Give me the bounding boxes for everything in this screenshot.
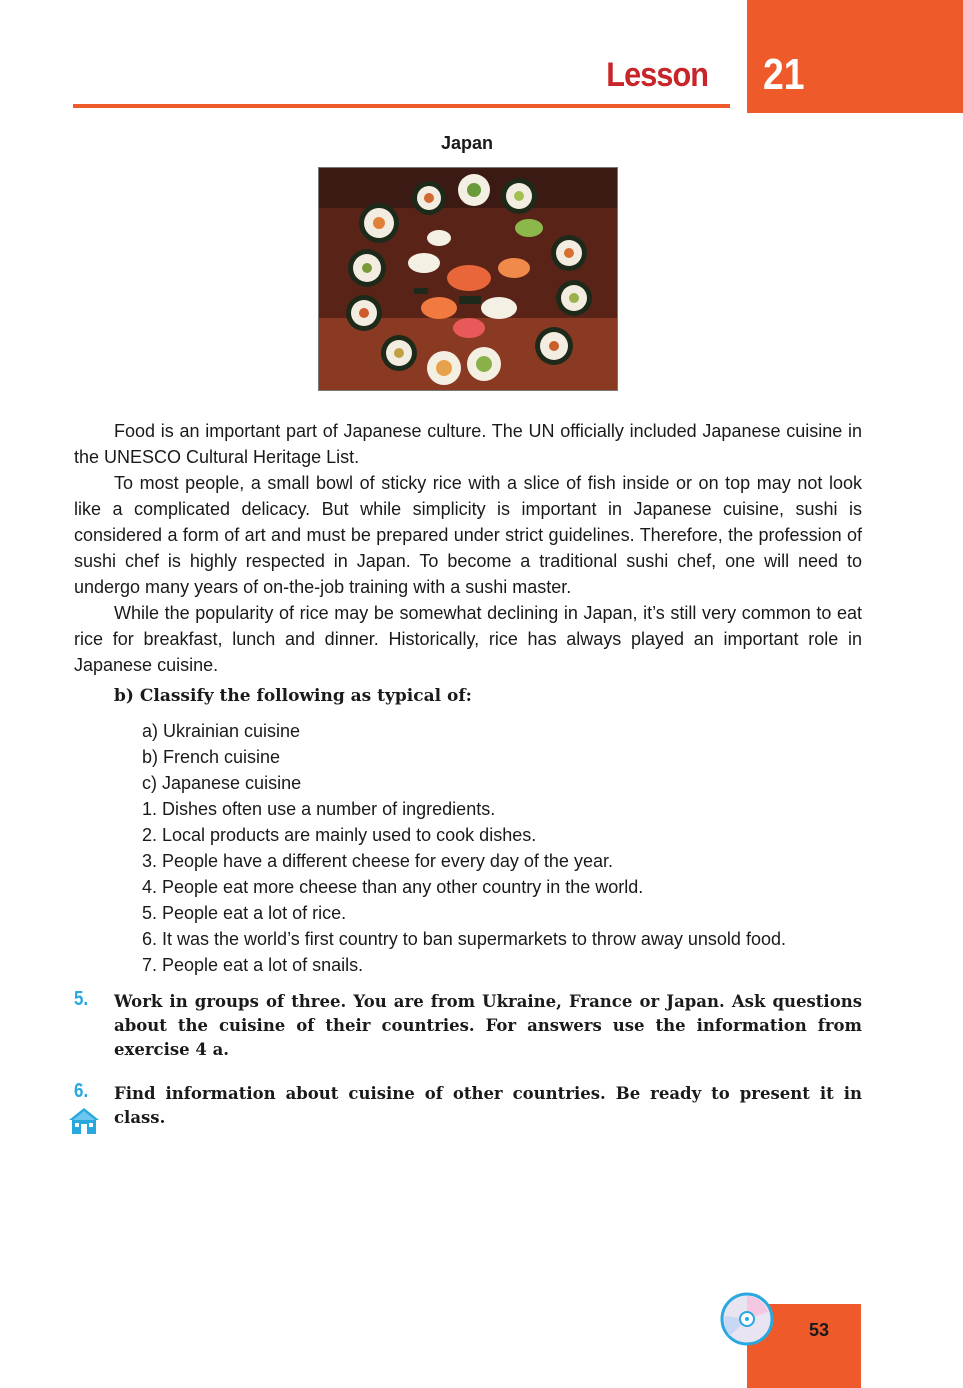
header-divider xyxy=(73,104,730,108)
task-b-title: b) Classify the following as typical of: xyxy=(114,686,472,706)
option-item: b) French cuisine xyxy=(142,747,281,767)
paragraph: Food is an important part of Japanese culture. The UN officially included Japanese cuisine in the UNESCO Cultural Heritage List. xyxy=(74,421,862,467)
lesson-number-box xyxy=(747,0,963,113)
cd-disc-icon xyxy=(720,1292,774,1351)
section-title: Japan xyxy=(440,133,494,153)
statement-item: 5. People eat a lot of rice. xyxy=(142,903,347,923)
exercise-5-number: 5. xyxy=(74,988,89,1010)
lesson-number: 21 xyxy=(763,50,805,99)
statement-item: 3. People have a different cheese for every day of the year. xyxy=(142,851,613,871)
classification-list xyxy=(142,718,882,978)
statement-item: 4. People eat more cheese than any other country in the world. xyxy=(142,877,644,897)
sushi-platter-photo xyxy=(318,167,618,391)
statement-item: 1. Dishes often use a number of ingredients. xyxy=(142,799,496,819)
exercise-5-text: Work in groups of three. You are from Ukraine, France or Japan. Ask questions about the cuisine of their countries. For answers use the information from exercise 4 a. xyxy=(114,992,862,1059)
lesson-label: Lesson xyxy=(606,56,708,94)
paragraph: To most people, a small bowl of sticky rice with a slice of fish inside or on top may not look like a complicated delicacy. But while simplicity is important in Japanese cuisine, sushi is considered a form of art and must be prepared under strict guidelines. Therefore, the profession of sushi chef is highly respected in Japan. To become a traditional sushi chef, one will need to undergo many years of on-the-job training with a sushi master. xyxy=(74,473,862,597)
option-item: c) Japanese cuisine xyxy=(142,773,302,793)
option-item: a) Ukrainian cuisine xyxy=(142,721,301,741)
exercise-6-text: Find information about cuisine of other countries. Be ready to present it in class. xyxy=(114,1084,862,1127)
statement-item: 2. Local products are mainly used to cook dishes. xyxy=(142,825,537,845)
statement-item: 6. It was the world’s first country to ban supermarkets to throw away unsold food. xyxy=(142,929,786,949)
paragraph: While the popularity of rice may be somewhat declining in Japan, it’s still very common to eat rice for breakfast, lunch and dinner. Historically, rice has always played an important role in Japanese cuisine. xyxy=(74,603,862,675)
exercise-6-number: 6. xyxy=(74,1080,89,1102)
reading-text xyxy=(74,418,862,678)
home-icon xyxy=(68,1107,100,1140)
page-number: 53 xyxy=(808,1320,830,1340)
statement-item: 7. People eat a lot of snails. xyxy=(142,955,364,975)
